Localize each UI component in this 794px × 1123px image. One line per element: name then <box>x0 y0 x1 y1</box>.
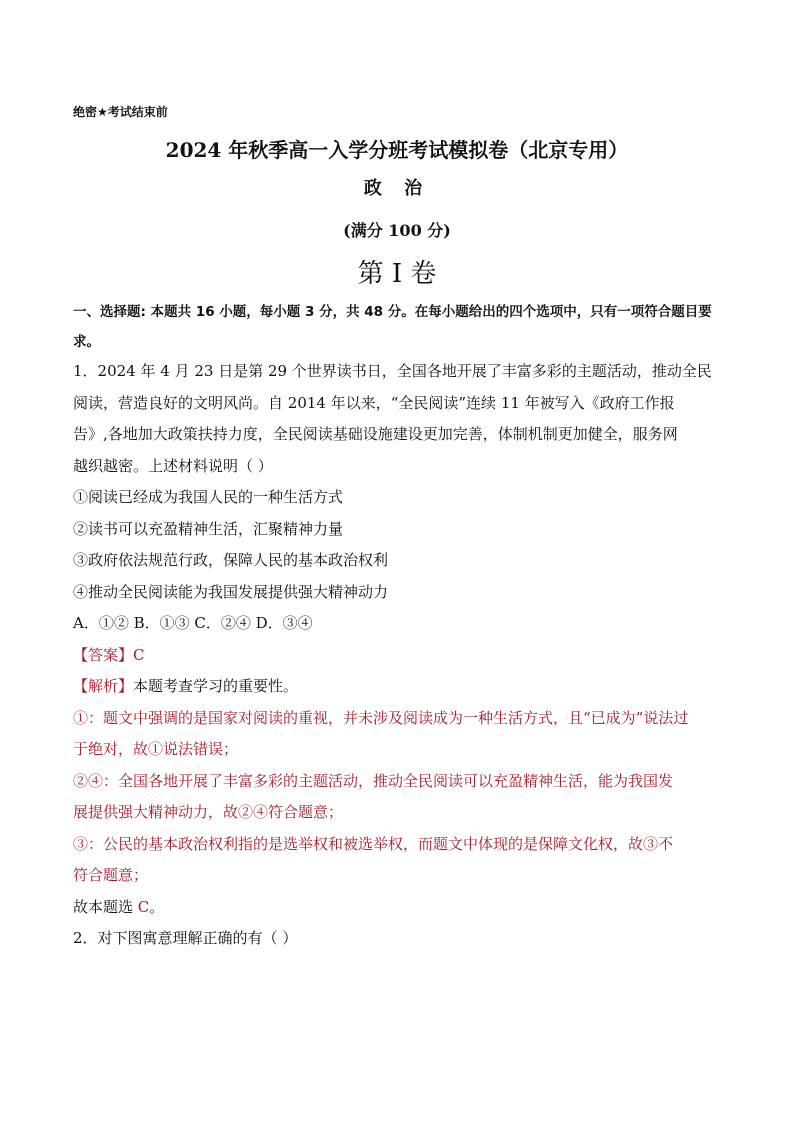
full-score: (满分 100 分) <box>343 221 451 240</box>
conclusion-value: C <box>137 897 150 916</box>
q1-option-2: ②读书可以充盈精神生活，汇聚精神力量 <box>73 519 344 538</box>
q1-analysis-line-1: ①：题文中强调的是国家对阅读的重视，并未涉及阅读成为一种生活方式，且“已成为”说法过 <box>73 708 689 727</box>
q1-answer <box>73 640 723 672</box>
q1-analysis-line-4: 展提供强大精神动力，故②④符合题意； <box>73 803 344 821</box>
q1-analysis-line-2: 于绝对，故①说法错误； <box>73 740 239 758</box>
q1-analysis-line-5: ③：公民的基本政治权利指的是选举权和被选举权，而题文中体现的是保障文化权，故③不 <box>73 834 674 853</box>
q1-choices: A．①② B．①③ C．②④ D．③④ <box>73 614 313 632</box>
question-body <box>73 356 723 955</box>
analysis-text: 本题考查学习的重要性。 <box>133 677 299 695</box>
subject-title: 政 治 <box>363 178 431 199</box>
q1-stem-line-4: 越织越密。上述材料说明（ ） <box>73 456 273 475</box>
conclusion-prefix: 故本题选 <box>73 897 138 916</box>
answer-value: C <box>133 645 145 664</box>
q1-stem-line-3: 告》,各地加大政策扶持力度，全民阅读基础设施建设更加完善，体制机制更加健全，服务网 <box>73 425 678 443</box>
q1-conclusion <box>73 892 723 924</box>
q1-analysis-line-3: ②④：全国各地开展了丰富多彩的主题活动，推动全民阅读可以充盈精神生活，能为我国发 <box>73 771 674 790</box>
q1-option-4: ④推动全民阅读能为我国发展提供强大精神动力 <box>73 582 389 601</box>
section-instructions <box>73 297 723 357</box>
q1-analysis-line-6: 符合题意； <box>73 866 149 884</box>
q2-stem: 2．对下图寓意理解正确的有（ ） <box>73 929 298 947</box>
confidential-mark: 绝密★考试结束前 <box>73 105 168 119</box>
analysis-label: 【解析】 <box>73 677 134 695</box>
answer-label: 【答案】 <box>73 645 134 664</box>
exam-title: 2024 年秋季高一入学分班考试模拟卷（北京专用） <box>165 138 629 162</box>
conclusion-suffix: 。 <box>149 897 165 916</box>
section-line-2: 求。 <box>73 334 100 350</box>
q1-option-1: ①阅读已经成为我国人民的一种生活方式 <box>73 488 344 506</box>
q1-option-3: ③政府依法规范行政，保障人民的基本政治权利 <box>73 551 389 569</box>
section-line-1: 一、选择题: 本题共 16 小题，每小题 3 分，共 48 分。在每小题给出的四个选项中，只有一项符合题目要 <box>73 304 712 320</box>
volume-heading: 第 I 卷 <box>357 259 437 289</box>
q1-stem-line-1: 1．2024 年 4 月 23 日是第 29 个世界读书日，全国各地开展了丰富多彩的主题活动，推动全民 <box>73 362 712 380</box>
q1-analysis <box>73 671 723 703</box>
q1-stem-line-2: 阅读，营造良好的文明风尚。自 2014 年以来，“全民阅读”连续 11 年被写入《政府工作报 <box>73 393 675 412</box>
